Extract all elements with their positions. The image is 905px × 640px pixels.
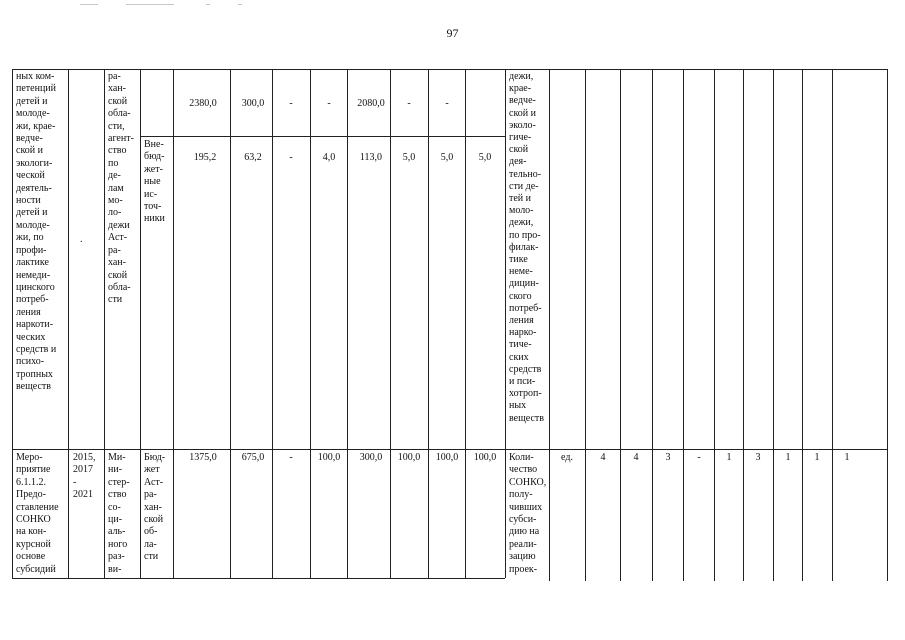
page-number: 97 xyxy=(446,26,459,40)
block1-row1-2015: 300,0 xyxy=(241,98,265,109)
block1-measure-name: ных ком- петенций детей и молоде- жи, крае- ведче- ской и экологи- ческой деятель- ности детей и молоде- жи, по профи- лактике немеди- цинского потреб- ления наркоти- ческих средств и психо- тропных веществ xyxy=(16,71,57,393)
block2-indicator-value: 4 xyxy=(633,452,639,463)
block1-row2-2019: 5,0 xyxy=(402,152,416,163)
block1-row2-2016: - xyxy=(289,152,293,163)
block1-row2-2017: 4,0 xyxy=(322,152,336,163)
block1-row1-2018: 2080,0 xyxy=(357,98,385,109)
block2-executor: Ми- ни- стер- ство со- ци- аль- ного раз- ви- xyxy=(108,452,130,575)
block2-indicator-value: 1 xyxy=(844,452,850,463)
block2-years: 2015, 2017 - 2021 xyxy=(73,452,96,501)
block2-unit: ед. xyxy=(561,452,573,463)
block1-row2-2021: 5,0 xyxy=(478,152,492,163)
block1-row2-2015: 63,2 xyxy=(244,152,262,163)
block1-years: . xyxy=(80,234,83,245)
block2-2015: 675,0 xyxy=(241,452,265,463)
block2-total: 1375,0 xyxy=(189,452,217,463)
block1-row1-2017: - xyxy=(327,98,331,109)
block2-2018: 300,0 xyxy=(359,452,383,463)
block2-indicator-value: 1 xyxy=(726,452,732,463)
block2-indicator-value: - xyxy=(697,452,701,463)
block1-row1-2019: - xyxy=(407,98,411,109)
block1-indicator: дежи, крае- ведче- ской и эколо- гиче- ской дея- тельно- сти де- тей и моло- дежи, по про- филак- тике неме- дицин- ского потреб- ления нарко- тиче- ских средств и пси- хотроп- ных веществ xyxy=(509,71,545,424)
block2-2021: 100,0 xyxy=(473,452,497,463)
block2-indicator-value: 3 xyxy=(665,452,671,463)
block1-row1-2020: - xyxy=(445,98,449,109)
block2-indicator-value: 1 xyxy=(814,452,820,463)
block1-executor: ра- хан- ской обла- сти, агент- ство по де- лам мо- ло- дежи Аст- ра- хан- ской обла- сти xyxy=(108,71,134,306)
block1-row2-2018: 113,0 xyxy=(359,152,383,163)
block2-2016: - xyxy=(289,452,293,463)
block1-row1-total: 2380,0 xyxy=(189,98,217,109)
block1-row2-source: Вне- бюд- жет- ные ис- точ- ники xyxy=(144,139,165,225)
block1-row2-total: 195,2 xyxy=(193,152,217,163)
block2-indicator-value: 4 xyxy=(600,452,606,463)
block2-2019: 100,0 xyxy=(397,452,421,463)
block2-indicator: Коли- чество СОНКО, полу- чивших субси- дию на реали- зацию проек- xyxy=(509,452,547,575)
block2-measure-name: Меро- приятие 6.1.1.2. Предо- ставление СОНКО на кон- курсной основе субсидий xyxy=(16,452,59,575)
block2-2020: 100,0 xyxy=(435,452,459,463)
block2-source: Бюд- жет Аст- ра- хан- ской об- ла- сти xyxy=(144,452,166,563)
block2-indicator-value: 3 xyxy=(755,452,761,463)
block2-2017: 100,0 xyxy=(317,452,341,463)
block1-row1-2016: - xyxy=(289,98,293,109)
block1-row2-2020: 5,0 xyxy=(440,152,454,163)
block2-indicator-value: 1 xyxy=(785,452,791,463)
